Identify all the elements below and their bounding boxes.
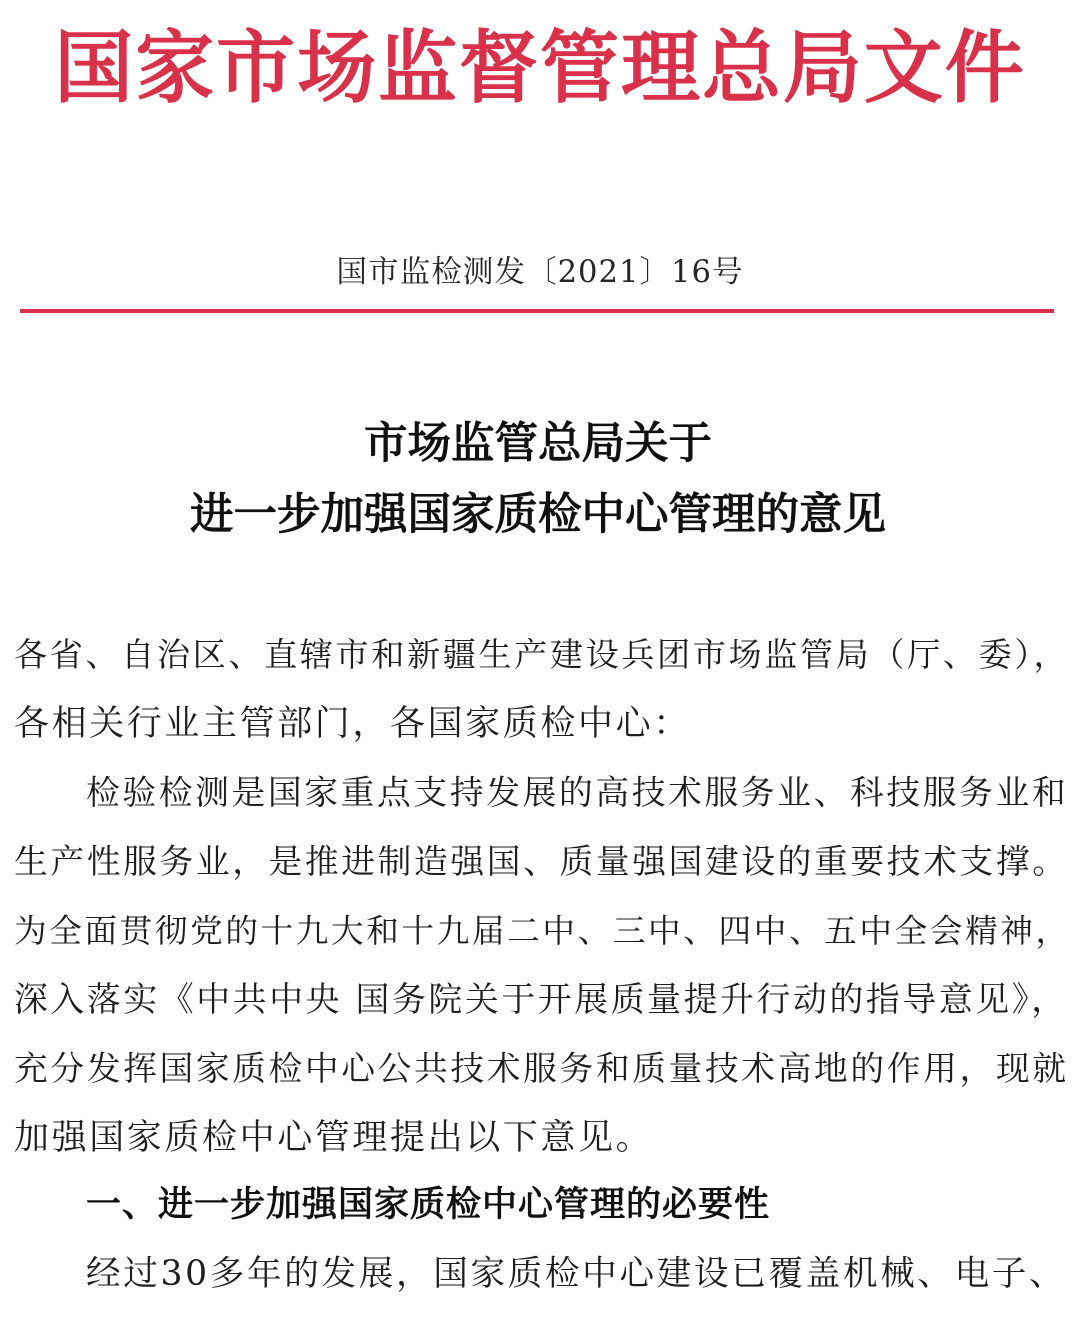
addressee-line-2: 各相关行业主管部门，各国家质检中心： bbox=[14, 704, 691, 744]
body-paragraph-1-line-5: 充分发挥国家质检中心公共技术服务和质量技术高地的作用，现就 bbox=[14, 1049, 1069, 1088]
section-1-heading: 一、进一步加强国家质检中心管理的必要性 bbox=[86, 1184, 771, 1225]
issuer-masthead-title: 国家市场监督管理总局文件 bbox=[54, 21, 1026, 114]
body-paragraph-1-line-4: 深入落实《中共中央 国务院关于开展质量提升行动的指导意见》， bbox=[14, 980, 1068, 1019]
red-separator-line bbox=[20, 309, 1054, 313]
document-title-line-2: 进一步加强国家质检中心管理的意见 bbox=[190, 489, 886, 540]
body-paragraph-1-line-1: 检验检测是国家重点支持发展的高技术服务业、科技服务业和 bbox=[86, 773, 1069, 812]
section-1-paragraph-line-1: 经过30多年的发展，国家质检中心建设已覆盖机械、电子、 bbox=[86, 1254, 1067, 1294]
document-number: 国市监检测发〔2021〕16号 bbox=[336, 255, 744, 290]
addressee-line-1: 各省、自治区、直辖市和新疆生产建设兵团市场监管局（厅、委）， bbox=[14, 635, 1070, 674]
body-paragraph-1-line-6: 加强国家质检中心管理提出以下意见。 bbox=[14, 1118, 654, 1158]
body-paragraph-1-line-2: 生产性服务业，是推进制造强国、质量强国建设的重要技术支撑。 bbox=[14, 842, 1069, 881]
body-paragraph-1-line-3: 为全面贯彻党的十九大和十九届二中、三中、四中、五中全会精神， bbox=[14, 912, 1071, 950]
document-title-line-1: 市场监管总局关于 bbox=[364, 418, 712, 469]
